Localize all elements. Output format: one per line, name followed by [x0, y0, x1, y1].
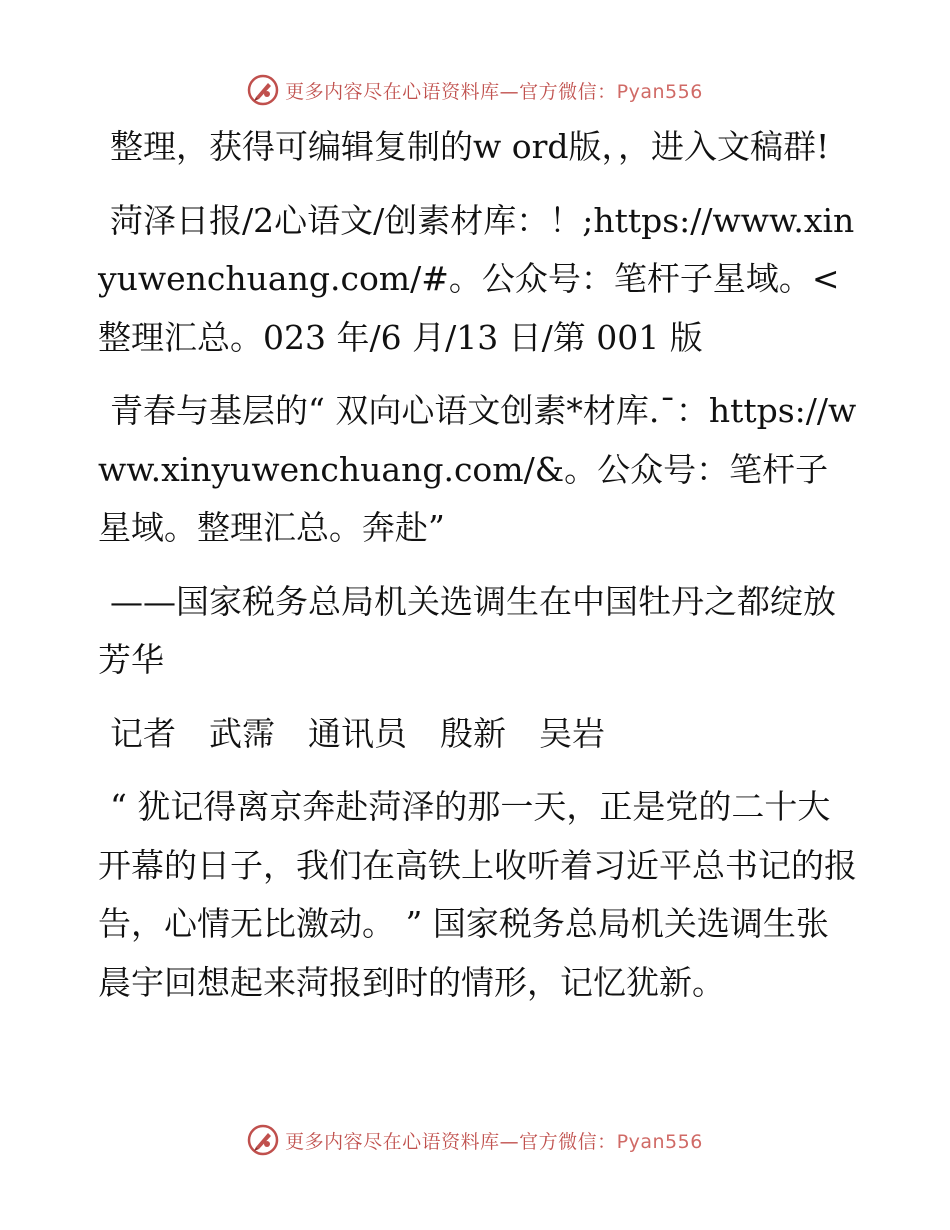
paragraph-3: 青春与基层的“ 双向心语文创素*材库.¯：https://www.xinyuwenchuang.com/&。公众号：笔杆子星域。整理汇总。奔赴” — [98, 391, 857, 547]
banner-text: 更多内容尽在心语资料库—官方微信： — [285, 1130, 617, 1153]
header-banner — [0, 70, 950, 110]
pen-logo-icon — [247, 1124, 279, 1156]
wechat-id: Pyan556 — [616, 1130, 703, 1153]
paragraph-body: “ 犹记得离京奔赴菏泽的那一天，正是党的二十大开幕的日子，我们在高铁上收听着习近平总书记的报告，心情无比激动。 ” 国家税务总局机关选调生张晨宇回想起来菏报到时的情形，记忆犹新。 — [98, 787, 857, 1002]
paragraph-subtitle: ——国家税务总局机关选调生在中国牡丹之都绽放芳华 — [98, 581, 836, 679]
document-body — [98, 118, 858, 1027]
paragraph-1: 整理，获得可编辑复制的w ord版，，进入文稿群! — [110, 127, 830, 166]
paragraph-byline: 记者 武霈 通讯员 殷新 吴岩 — [110, 713, 605, 753]
paragraph-2: 菏泽日报/2心语文/创素材库：！;https://www.xinyuwenchuang.com/#。公众号：笔杆子星域。<整理汇总。023 年/6 月/13 日/第 001 版 — [98, 200, 855, 357]
pen-logo-icon — [247, 74, 279, 106]
wechat-id: Pyan556 — [616, 80, 703, 103]
banner-text: 更多内容尽在心语资料库—官方微信： — [285, 80, 617, 103]
footer-banner — [0, 1120, 950, 1160]
